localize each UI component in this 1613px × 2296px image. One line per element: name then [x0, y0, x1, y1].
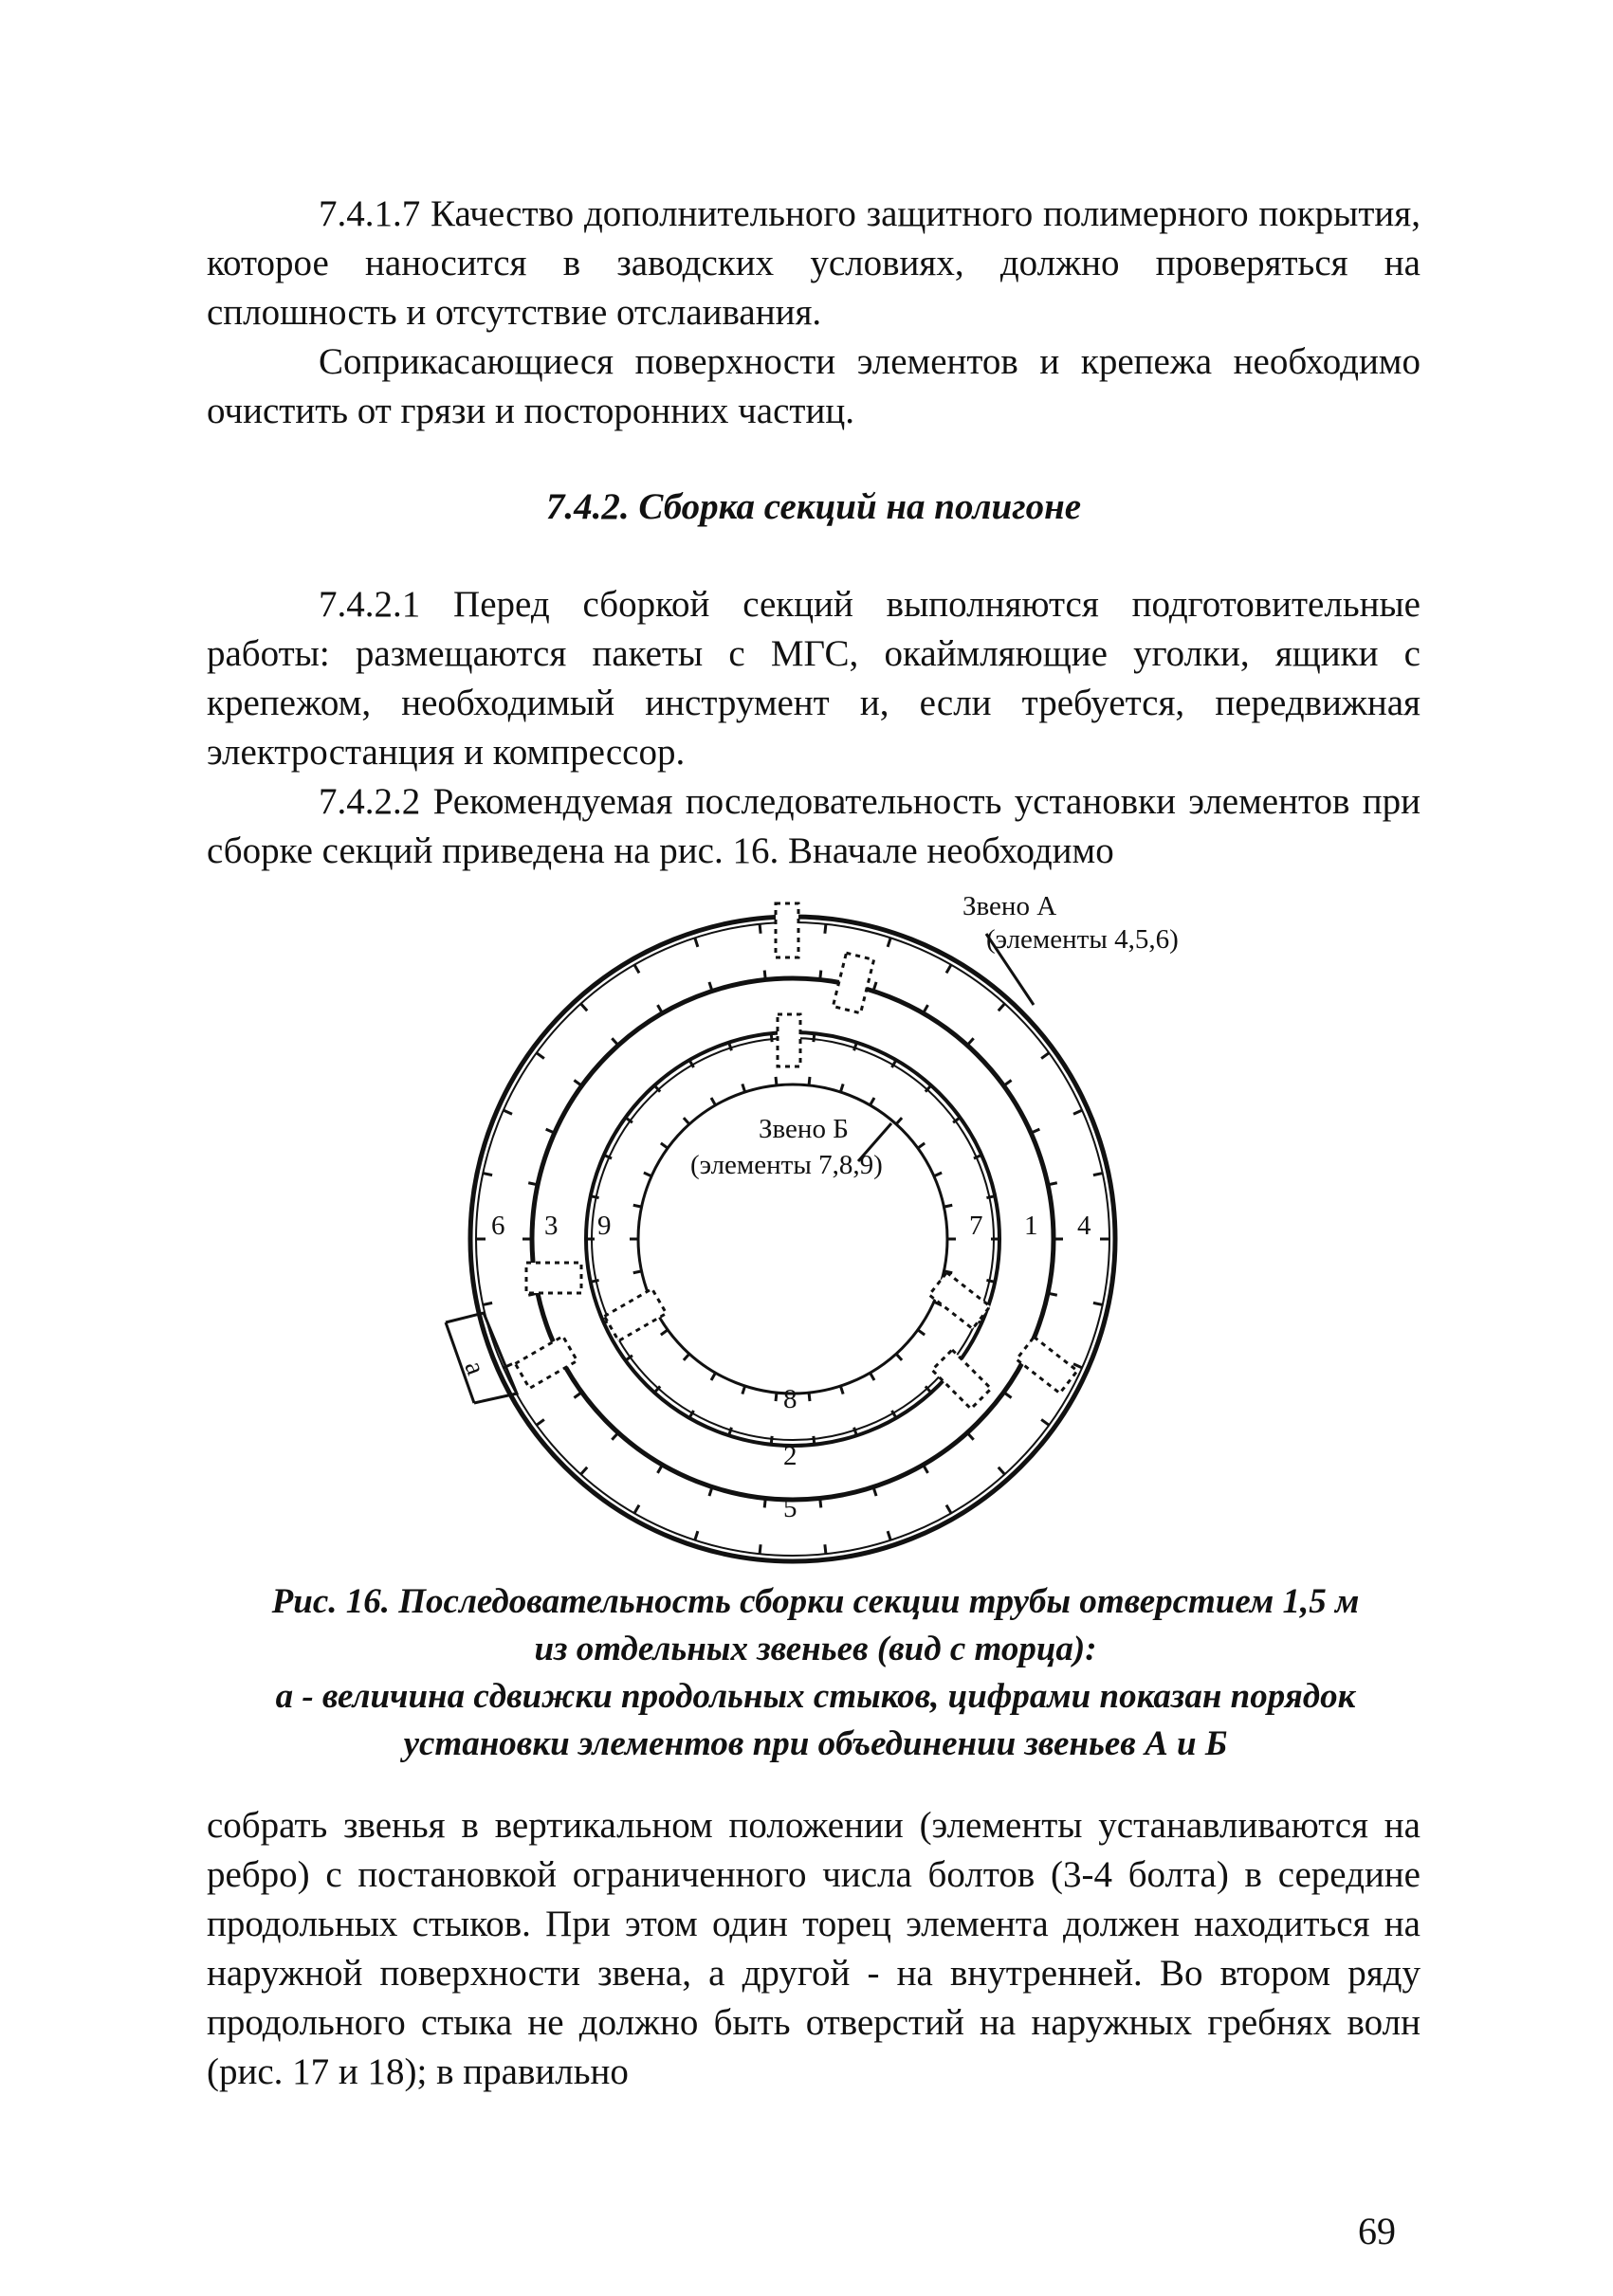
label-zveno-b: Звено Б [759, 1114, 849, 1144]
leader-lines [858, 934, 1034, 1161]
element-number-8: 8 [783, 1384, 797, 1414]
caption-line-2: из отдельных звеньев (вид с торца): [534, 1630, 1097, 1668]
page-number: 69 [1358, 2210, 1396, 2252]
element-number-7: 7 [969, 1211, 983, 1241]
caption-line-3: а - величина сдвижки продольных стыков, цифрами показан порядок [275, 1677, 1356, 1716]
element-number-1: 1 [1024, 1211, 1038, 1241]
label-zveno-a-elements: (элементы 4,5,6) [986, 924, 1179, 955]
paragraph-7-4-2-2: 7.4.2.2 Рекомендуемая последовательность установки элементов при сборке секций приведена на рис. 16. Вначале необходимо [207, 781, 1421, 871]
caption-line-4: установки элементов при объединении звеньев А и Б [403, 1724, 1228, 1763]
paragraph-continuation: собрать звенья в вертикальном положении (элементы устанавливаются на ребро) с постановкой ограниченного числа болтов (3-4 болта) в середине продольных стыков. При этом один торец элемента должен находиться на наружной поверхности звена, а другой - на внутренней. Во втором ряду продольного стыка не должно быть отверстий на наружных гребнях волн (рис. 17 и 18); в правильно [207, 1805, 1421, 2092]
label-zveno-b-elements: (элементы 7,8,9) [690, 1150, 883, 1180]
figure-caption [190, 1578, 1441, 1768]
element-number-9: 9 [597, 1211, 612, 1241]
paragraph-7-4-2-1: 7.4.2.1 Перед сборкой секций выполняются подготовительные работы: размещаются пакеты с МГС, окаймляющие уголки, ящики с крепежом, необходимый инструмент и, если требуется, передвижная электростанция и компрессор. [207, 584, 1421, 773]
middle-ring-inner-edge-2 [592, 1038, 994, 1440]
paragraph-7-4-1-7: 7.4.1.7 Качество дополнительного защитного полимерного покрытия, которое наносится в заводских условиях, должно проверяться на сплошность и отсутствие отслаивания. [207, 193, 1421, 333]
caption-line-1: Рис. 16. Последовательность сборки секции трубы отверстием 1,5 м [271, 1582, 1360, 1621]
element-number-6: 6 [491, 1211, 505, 1241]
label-zveno-a: Звено А [962, 891, 1057, 921]
element-number-4: 4 [1077, 1211, 1091, 1241]
element-number-5: 5 [783, 1493, 797, 1523]
paragraph-contact-surfaces: Соприкасающиеся поверхности элементов и крепежа необходимо очистить от грязи и посторонних частиц. [207, 341, 1421, 431]
element-number-3: 3 [544, 1211, 559, 1241]
section-heading: 7.4.2. Сборка секций на полигоне [545, 486, 1082, 527]
element-number-2: 2 [783, 1441, 797, 1471]
shift-label-a: а [458, 1357, 491, 1379]
